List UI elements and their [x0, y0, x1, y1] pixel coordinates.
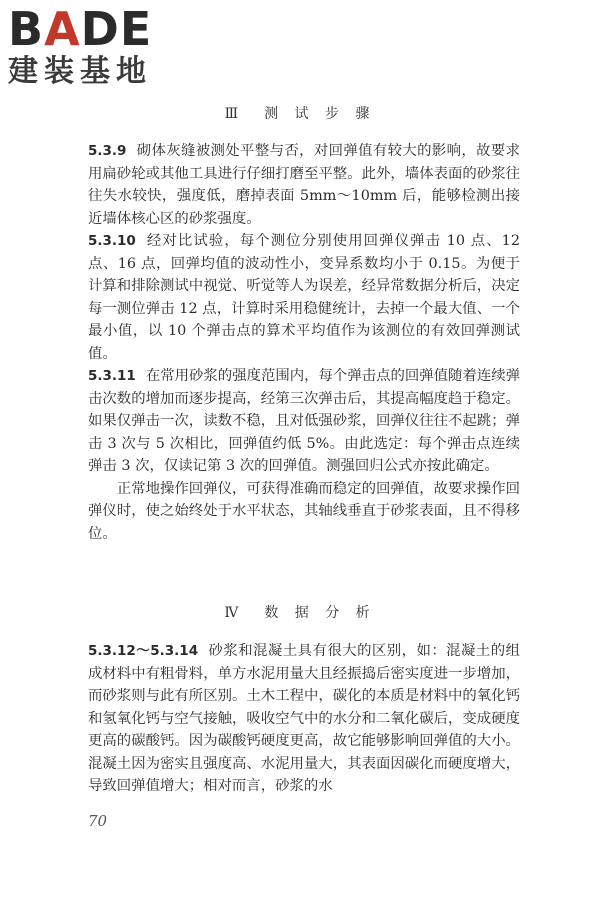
section-heading-test-steps: Ⅲ 测 试 步 骤: [224, 106, 376, 122]
page-number: 70: [88, 812, 108, 830]
logo-wordmark: BADE: [8, 2, 153, 56]
clause-number: 5.3.10: [88, 233, 136, 249]
clause-5-3-9: [88, 140, 520, 230]
logo-accent-letter: A: [44, 2, 81, 56]
clause-extra-paragraph: 正常地操作回弹仪，可获得准确而稳定的回弹值，故要求操作回弹仪时，使之始终处于水平状态，其轴线垂直于砂浆表面，且不得移位。: [88, 480, 520, 542]
clause-5-3-12-14: [88, 640, 520, 798]
clause-text: 砂浆和混凝土具有很大的区别，如：混凝土的组成材料中有粗骨料，单方水泥用量大且经振捣后密实度进一步增加，而砂浆则与此有所区别。土木工程中，碳化的本质是材料中的氧化钙和氢氧化钙与空气接触，吸收空气中的水分和二氧化碳后，变成硬度更高的碳酸钙。因为碳酸钙硬度更高，故它能够影响回弹值的大小。混凝土因为密实且强度高、水泥用量大，其表面因碳化而硬度增大，导致回弹值增大；相对而言，砂浆的水: [88, 643, 520, 794]
section-heading-data-analysis: Ⅳ 数 据 分 析: [224, 605, 376, 621]
section-test-steps-body: [88, 140, 520, 545]
clause-number: 5.3.9: [88, 143, 127, 159]
clause-number: 5.3.12～5.3.14: [88, 643, 199, 659]
clause-number: 5.3.11: [88, 368, 136, 384]
clause-5-3-11: [88, 365, 520, 478]
clause-5-3-10: [88, 230, 520, 365]
logo-subtitle: 建装基地: [8, 54, 152, 89]
clause-text: 在常用砂浆的强度范围内，每个弹击点的回弹值随着连续弹击次数的增加而逐步提高，经第三次弹击后，其提高幅度趋于稳定。如果仅弹击一次，读数不稳，且对低强砂浆，回弹仪往往不起跳；弹击 3 次与 5 次相比，回弹值约低 5%。由此选定：每个弹击点连续弹击 3 次，仅读记第 3 次的回弹值。测强回归公式亦按此确定。: [88, 368, 521, 474]
clause-text: 砌体灰缝被测处平整与否，对回弹值有较大的影响，故要求用扁砂轮或其他工具进行仔细打磨至平整。此外，墙体表面的砂浆往往失水较快，强度低，磨掉表面 5mm～10mm 后，能够检测出接近墙体核心区的砂浆强度。: [88, 143, 520, 227]
section-data-analysis-body: [88, 640, 520, 798]
clause-text: 经对比试验，每个测位分别使用回弹仪弹击 10 点、12 点、16 点，回弹均值的波动性小，变异系数均小于 0.15。为便于计算和排除测试中视觉、听觉等人为误差，经异常数据分析后，决定每一测位弹击 12 点，计算时采用稳健统计，去掉一个最大值、一个最小值，以 10 个弹击点的算术平均值作为该测位的有效回弹测试值。: [88, 233, 520, 362]
brand-logo: [8, 4, 178, 96]
